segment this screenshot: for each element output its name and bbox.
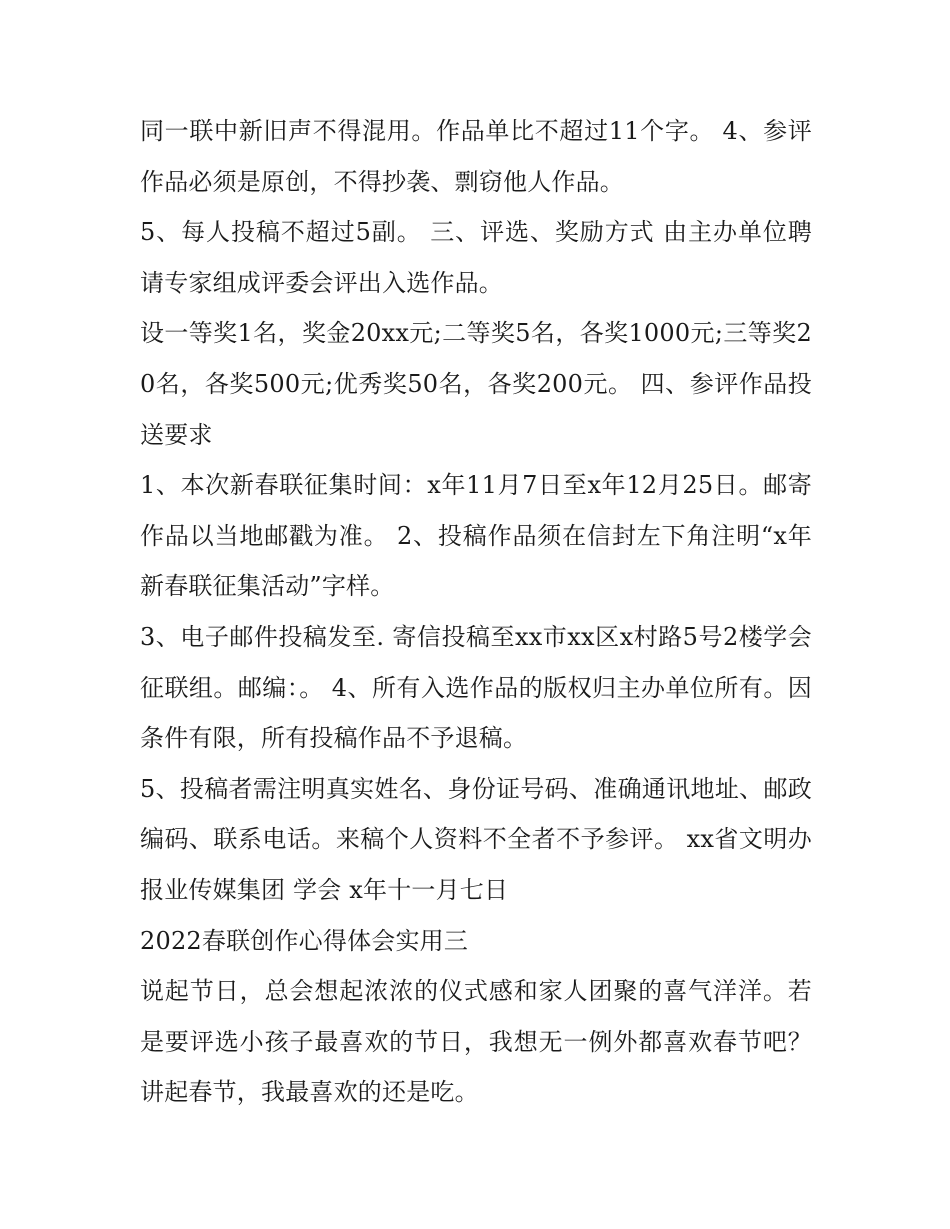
section-heading: 2022春联创作心得体会实用三 [140, 926, 469, 955]
paragraph-timeline: 1、本次新春联征集时间：x年11月7日至x年12月25日。邮寄作品以当地邮戳为准。 2、投稿作品须在信封左下角注明“x年新春联征集活动”字样。 [140, 471, 812, 601]
paragraph-essay-intro: 说起节日，总会想起浓浓的仪式感和家人团聚的喜气洋洋。若是要评选小孩子最喜欢的节日，我想无一例外都喜欢春节吧？讲起春节，我最喜欢的还是吃。 [140, 977, 812, 1107]
paragraph-submission-limit: 5、每人投稿不超过5副。 三、评选、奖励方式 由主办单位聘请专家组成评委会评出入选作品。 [140, 218, 812, 297]
paragraph-awards: 设一等奖1名，奖金20xx元;二等奖5名，各奖1000元;三等奖20名，各奖500元;优秀奖50名，各奖200元。 四、参评作品投送要求 [140, 319, 812, 449]
paragraph-contact-requirements: 5、投稿者需注明真实姓名、身份证号码、准确通讯地址、邮政编码、联系电话。来稿个人资料不全者不予参评。 xx省文明办 报业传媒集团 学会 x年十一月七日 [140, 774, 812, 904]
paragraph-submission-address: 3、电子邮件投稿发至. 寄信投稿至xx市xx区x村路5号2楼学会征联组。邮编：。 4、所有入选作品的版权归主办单位所有。因条件有限，所有投稿作品不予退稿。 [140, 622, 812, 753]
document-body [140, 106, 812, 1118]
paragraph-rules-originality: 同一联中新旧声不得混用。作品单比不超过11个字。 4、参评作品必须是原创，不得抄袭、剽窃他人作品。 [140, 117, 812, 196]
